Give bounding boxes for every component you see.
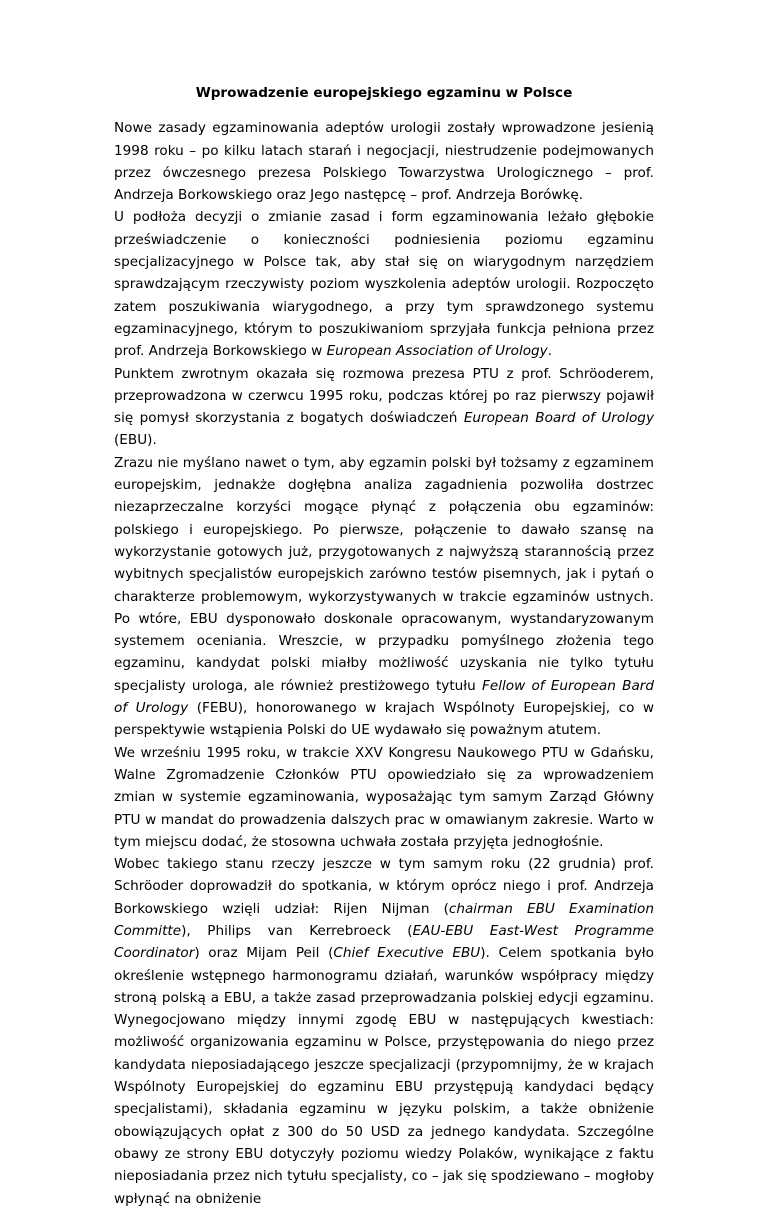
paragraph: [114, 363, 654, 452]
italic-text: Chief Executive EBU: [333, 945, 481, 962]
text-run: Wobec takiego stanu rzeczy jeszcze w tym samym roku (22 grudnia) prof. Schröoder doprowadził do spotkania, w którym oprócz niego i prof. Andrzeja Borkowskiego wzięli udział: Rijen Nijman (: [114, 856, 654, 917]
italic-text: European Board of Urology: [463, 410, 654, 427]
italic-text: Fellow of European Bard of Urology: [114, 677, 654, 717]
italic-text: EAU-EBU East-West Programme Coordinator: [114, 922, 654, 962]
italic-text: European Association of Urology: [326, 343, 548, 360]
paragraph: [114, 742, 654, 853]
italic-text: chairman EBU Examination Committe: [114, 900, 654, 939]
text-run: U podłoża decyzji o zmianie zasad i form egzaminowania leżało głębokie przeświadczenie o konieczności podniesienia poziomu egzaminu specjalizacyjnego w Polsce tak, aby stał się on wiarygodnym narzędziem sprawdzającym rzeczywisty poziom wyszkolenia adeptów urologii. Rozpoczęto zatem poszukiwania wiarygodnego, a przy tym sprawdzonego systemu egzaminacyjnego, którym to poszukiwaniom sprzyjała funkcja pełniona przez prof. Andrzeja Borkowskiego w: [114, 209, 654, 360]
document-title: Wprowadzenie europejskiego egzaminu w Polsce: [195, 85, 573, 101]
text-run: Punktem zwrotnym okazała się rozmowa prezesa PTU z prof. Schröoderem, przeprowadzona w czerwcu 1995 roku, podczas której po raz pierwszy pojawił się pomysł skorzystania z bogatych doświadczeń: [114, 365, 654, 427]
text-run: We wrześniu 1995 roku, w trakcie XXV Kongresu Naukowego PTU w Gdańsku, Walne Zgromadzenie Członków PTU opowiedziało się za wprowadzeniem zmian w systemie egzaminowania, wyposażając tym samym Zarząd Główny PTU w mandat do prowadzenia dalszych prac w omawianym zakresie. Warto w tym miejscu dodać, że stosowna uchwała została przyjęta jednogłośnie.: [114, 744, 654, 850]
text-run: Nowe zasady egzaminowania adeptów urologii zostały wprowadzone jesienią 1998 roku – po kilku latach starań i negocjacji, niestrudzenie podejmowanych przez ówczesnego prezesa Polskiego Towarzystwa Urologicznego – prof. Andrzeja Borkowskiego oraz Jego następcę – prof. Andrzeja Borówkę.: [114, 120, 654, 204]
paragraph: [114, 452, 654, 742]
text-run: ) oraz Mijam Peil (: [194, 945, 334, 962]
paragraph: [114, 853, 654, 1210]
document-body: [114, 117, 654, 1210]
text-run: (FEBU), honorowanego w krajach Wspólnoty Europejskiej, co w perspektywie wstąpienia Polski do UE wydawało się poważnym atutem.: [114, 700, 655, 739]
paragraph: [114, 117, 654, 206]
text-run: ), Philips van Kerrebroeck (: [181, 922, 413, 939]
document-page: [114, 82, 654, 1210]
text-run: .: [547, 343, 553, 360]
text-run: Zrazu nie myślano nawet o tym, aby egzamin polski był tożsamy z egzaminem europejskim, jednakże dogłębna analiza zagadnienia pozwoliła dostrzec niezaprzeczalne korzyści mogące płynąć z połączenia obu egzaminów: polskiego i europejskiego. Po pierwsze, połączenie to dawało szansę na wykorzystanie gotowych już, przygotowanych z najwyższą starannością przez wybitnych specjalistów europejskich zarówno testów pisemnych, jak i pytań o charakterze problemowym, wykorzystywanych w trakcie egzaminów ustnych. Po wtóre, EBU dysponowało doskonale opracowanym, wystandaryzowanym systemem oceniania. Wreszcie, w przypadku pomyślnego złożenia tego egzaminu, kandydat polski miałby możliwość uzyskania nie tylko tytułu specjalisty urologa, ale również prestiżowego tytułu: [114, 454, 654, 694]
text-run: ). Celem spotkania było określenie wstępnego harmonogramu działań, warunków współpracy między stroną polską a EBU, a także zasad przeprowadzania polskiej edycji egzaminu. Wynegocjowano między innymi zgodę EBU w następujących kwestiach: możliwość organizowania egzaminu w Polsce, przystępowania do niego przez kandydata nieposiadającego jeszcze specjalizacji (przypomnijmy, że w krajach Wspólnoty Europejskiej do egzaminu EBU przystępują kandydaci będący specjalistami), składania egzaminu w języku polskim, a także obniżenie obowiązujących opłat z 300 do 50 USD za jednego kandydata. Szczególne obawy ze strony EBU dotyczyły poziomu wiedzy Polaków, wynikające z faktu nieposiadania przez nich tytułu specjalisty, co – jak się spodziewano – mogłoby wpłynąć na obniżenie: [114, 945, 654, 1207]
paragraph: [114, 206, 654, 362]
text-run: (EBU).: [114, 432, 157, 449]
